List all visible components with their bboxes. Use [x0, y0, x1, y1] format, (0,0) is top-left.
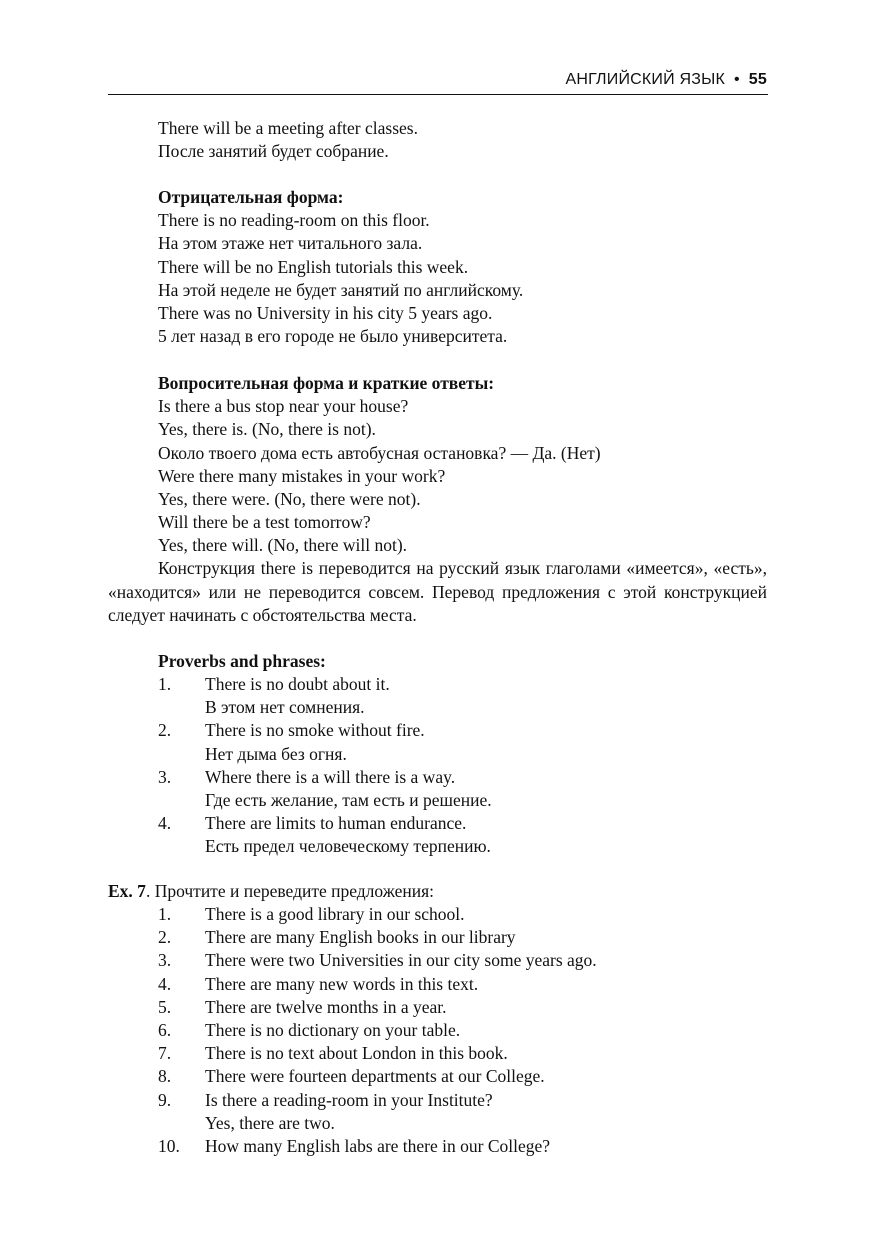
- example-line: На этой неделе не будет занятий по английскому.: [158, 279, 524, 300]
- question-form-section: [158, 372, 768, 558]
- page-number: 55: [748, 71, 767, 88]
- sentence-text: There are twelve months in a year.: [205, 996, 447, 1017]
- list-item: [158, 903, 768, 926]
- sentence-text: Is there a reading-room in your Institute?: [205, 1089, 493, 1110]
- negative-form-section: [158, 186, 768, 348]
- list-item: [158, 949, 768, 972]
- sentence-text: There were fourteen departments at our College.: [205, 1066, 545, 1087]
- sentence-answer: Yes, there are two.: [205, 1112, 335, 1133]
- sentence-text: There is a good library in our school.: [205, 904, 465, 924]
- proverb-english: There is no doubt about it.: [205, 674, 390, 694]
- list-item: [158, 996, 768, 1019]
- item-number: 4.: [158, 973, 172, 994]
- example-line: Около твоего дома есть автобусная остановка? — Да. (Нет): [158, 442, 601, 463]
- example-line: Yes, there were. (No, there were not).: [158, 488, 421, 509]
- item-number: 10.: [158, 1135, 180, 1156]
- list-item: [158, 1089, 768, 1135]
- explanation-paragraph: [108, 557, 767, 628]
- item-number: 1.: [158, 904, 172, 924]
- header-bullet: •: [733, 71, 740, 88]
- item-number: 2.: [158, 927, 172, 948]
- example-line: There will be no English tutorials this week.: [158, 256, 469, 277]
- item-number: 7.: [158, 1043, 172, 1064]
- exercise-list: [158, 903, 768, 1158]
- item-number: 4.: [158, 813, 172, 834]
- list-item: [158, 719, 768, 765]
- exercise-heading: [108, 880, 434, 903]
- proverb-english: There is no smoke without fire.: [205, 720, 425, 741]
- sentence-text: There were two Universities in our city some years ago.: [205, 950, 597, 971]
- intro-example: [158, 117, 768, 163]
- running-head: [565, 68, 767, 92]
- question-form-heading: Вопросительная форма и краткие ответы:: [158, 373, 495, 393]
- item-number: 5.: [158, 996, 172, 1017]
- exercise-label: Ex. 7: [108, 881, 146, 901]
- sentence-text: There are many English books in our library: [205, 927, 516, 948]
- explanation-text: Конструкция there is переводится на русский язык глаголами «имеется», «есть», «находится» или не переводится совсем. Перевод предложения с этой конструкцией следует начинать с обстоятельства места.: [108, 558, 767, 625]
- proverbs-list: [158, 673, 768, 859]
- example-line: There is no reading-room on this floor.: [158, 210, 430, 231]
- proverb-english: Where there is a will there is a way.: [205, 766, 456, 787]
- example-line: Were there many mistakes in your work?: [158, 465, 446, 486]
- item-number: 3.: [158, 950, 172, 971]
- exercise-instruction: . Прочтите и переведите предложения:: [145, 881, 434, 901]
- example-line: 5 лет назад в его городе не было университета.: [158, 326, 508, 347]
- list-item: [158, 766, 768, 812]
- section-title: АНГЛИЙСКИЙ ЯЗЫК: [565, 71, 725, 88]
- list-item: [158, 1042, 768, 1065]
- item-number: 8.: [158, 1066, 172, 1087]
- item-number: 1.: [158, 674, 172, 694]
- proverb-translation: В этом нет сомнения.: [205, 697, 365, 718]
- example-line: На этом этаже нет читального зала.: [158, 233, 423, 254]
- list-item: [158, 673, 768, 719]
- example-line: Yes, there will. (No, there will not).: [158, 535, 408, 556]
- list-item: [158, 926, 768, 949]
- proverb-translation: Нет дыма без огня.: [205, 743, 347, 764]
- item-number: 6.: [158, 1019, 172, 1040]
- example-line: There will be a meeting after classes.: [158, 118, 418, 138]
- sentence-text: There is no dictionary on your table.: [205, 1019, 461, 1040]
- list-item: [158, 1135, 768, 1158]
- sentence-text: How many English labs are there in our College?: [205, 1135, 551, 1156]
- negative-form-heading: Отрицательная форма:: [158, 187, 344, 207]
- header-rule: [108, 94, 768, 95]
- example-line: There was no University in his city 5 years ago.: [158, 302, 493, 323]
- list-item: [158, 812, 768, 858]
- item-number: 9.: [158, 1089, 172, 1110]
- list-item: [158, 1065, 768, 1088]
- example-line: Will there be a test tomorrow?: [158, 512, 371, 533]
- list-item: [158, 1019, 768, 1042]
- example-line: Yes, there is. (No, there is not).: [158, 419, 376, 440]
- sentence-text: There is no text about London in this book.: [205, 1043, 508, 1064]
- proverbs-heading: Proverbs and phrases:: [158, 651, 326, 671]
- list-item: [158, 973, 768, 996]
- example-line: После занятий будет собрание.: [158, 141, 389, 162]
- item-number: 2.: [158, 720, 172, 741]
- sentence-text: There are many new words in this text.: [205, 973, 479, 994]
- item-number: 3.: [158, 766, 172, 787]
- proverb-translation: Есть предел человеческому терпению.: [205, 836, 491, 857]
- example-line: Is there a bus stop near your house?: [158, 396, 409, 417]
- proverbs-heading-block: [158, 650, 768, 673]
- proverb-english: There are limits to human endurance.: [205, 813, 467, 834]
- proverb-translation: Где есть желание, там есть и решение.: [205, 789, 492, 810]
